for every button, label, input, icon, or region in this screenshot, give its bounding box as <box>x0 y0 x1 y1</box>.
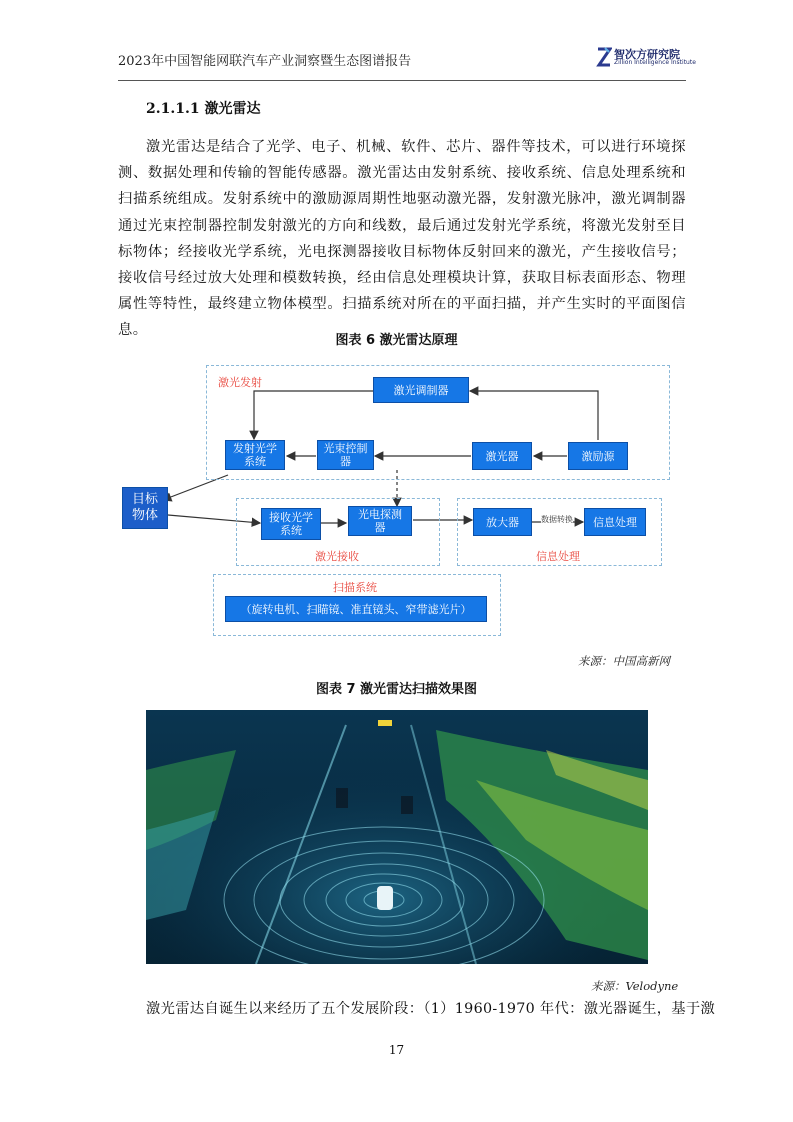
logo <box>596 46 696 70</box>
node-target-object-label-1: 目标 <box>131 492 158 507</box>
node-receive-optics <box>261 508 321 540</box>
node-photodetector-label-1: 光电探测 <box>358 508 402 521</box>
node-excitation-source <box>568 442 628 470</box>
node-info-processing-label: 信息处理 <box>593 515 637 529</box>
header-rule <box>118 80 686 81</box>
node-amplifier-label: 放大器 <box>486 515 519 529</box>
node-photodetector-label-2: 器 <box>374 521 386 534</box>
lidar-scan-image <box>146 710 648 964</box>
node-photodetector <box>348 506 412 536</box>
figure6-caption: 图表 6 激光雷达原理 <box>335 333 458 348</box>
node-emit-optics-label-1: 发射光学 <box>233 442 277 455</box>
figure6-source: 来源：中国高新网 <box>578 654 670 668</box>
header-title: 2023年中国智能网联汽车产业洞察暨生态图谱报告 <box>118 54 412 69</box>
node-beam-controller-label-1: 光束控制 <box>323 442 368 455</box>
node-laser-modulator <box>373 377 469 403</box>
page-number: 17 <box>388 1043 405 1057</box>
node-beam-controller <box>317 440 374 470</box>
section-heading <box>146 98 260 118</box>
body-paragraph: 激光雷达是结合了光学、电子、机械、软件、芯片、器件等技术，可以进行环境探测、数据处理和传输的智能传感器。激光雷达由发射系统、接收系统、信息处理系统和扫描系统组成。发射系统中的激励源周期性地驱动激光器，发射激光脉冲，激光调制器通过光束控制器控制发射激光的方向和线数，最后通过发射光学系统，将激光发射至目标物体；经接收光学系统，光电探测器接收目标物体反射回来的激光，产生接收信号；接收信号经过放大处理和模数转换，经由信息处理模块计算，获取目标表面形态、物理属性等特性，最终建立物体模型。扫描系统对所在的平面扫描，并产生实时的平面图信息。 <box>118 139 686 339</box>
node-amplifier <box>473 508 532 536</box>
node-laser <box>472 442 532 470</box>
group-info-processing-label: 信息处理 <box>536 550 580 563</box>
node-receive-optics-label-2: 系统 <box>280 524 302 537</box>
group-laser-emit-label: 激光发射 <box>218 376 262 389</box>
logo-subtitle: Zillion Intelligence Institute <box>614 59 696 66</box>
group-scan-system-label: 扫描系统 <box>333 581 377 594</box>
node-target-object-label-2: 物体 <box>131 508 158 523</box>
lidar-point-cloud-graphic <box>146 710 648 964</box>
node-scan-components-label: （旋转电机、扫瞄镜、准直镜头、窄带滤光片） <box>240 602 472 616</box>
section-number: 2.1.1.1 <box>146 101 200 117</box>
group-laser-receive-label: 激光接收 <box>315 550 359 563</box>
figure7-source: 来源：Velodyne <box>591 979 679 993</box>
node-excitation-source-label: 激励源 <box>581 449 615 463</box>
edge-data-conversion-label: 数据转换 <box>541 515 573 524</box>
node-beam-controller-label-2: 器 <box>340 455 351 468</box>
node-laser-label: 激光器 <box>485 449 519 463</box>
section-title: 激光雷达 <box>204 101 261 117</box>
node-receive-optics-label-1: 接收光学 <box>269 511 313 524</box>
lidar-principle-diagram <box>118 360 678 650</box>
ego-vehicle-icon <box>377 886 393 910</box>
node-emit-optics <box>225 440 285 470</box>
logo-name: 智次方研究院 <box>614 48 680 61</box>
closing-paragraph: 激光雷达自诞生以来经历了五个发展阶段：（1）1960-1970 年代：激光器诞生，基于激 <box>146 1001 716 1017</box>
node-scan-components <box>225 596 487 622</box>
node-info-processing <box>584 508 646 536</box>
node-laser-modulator-label: 激光调制器 <box>393 383 449 397</box>
logo-mark-icon <box>596 46 612 68</box>
figure7-caption: 图表 7 激光雷达扫描效果图 <box>315 682 478 697</box>
node-emit-optics-label-2: 系统 <box>244 455 266 468</box>
node-target-object <box>122 487 168 529</box>
